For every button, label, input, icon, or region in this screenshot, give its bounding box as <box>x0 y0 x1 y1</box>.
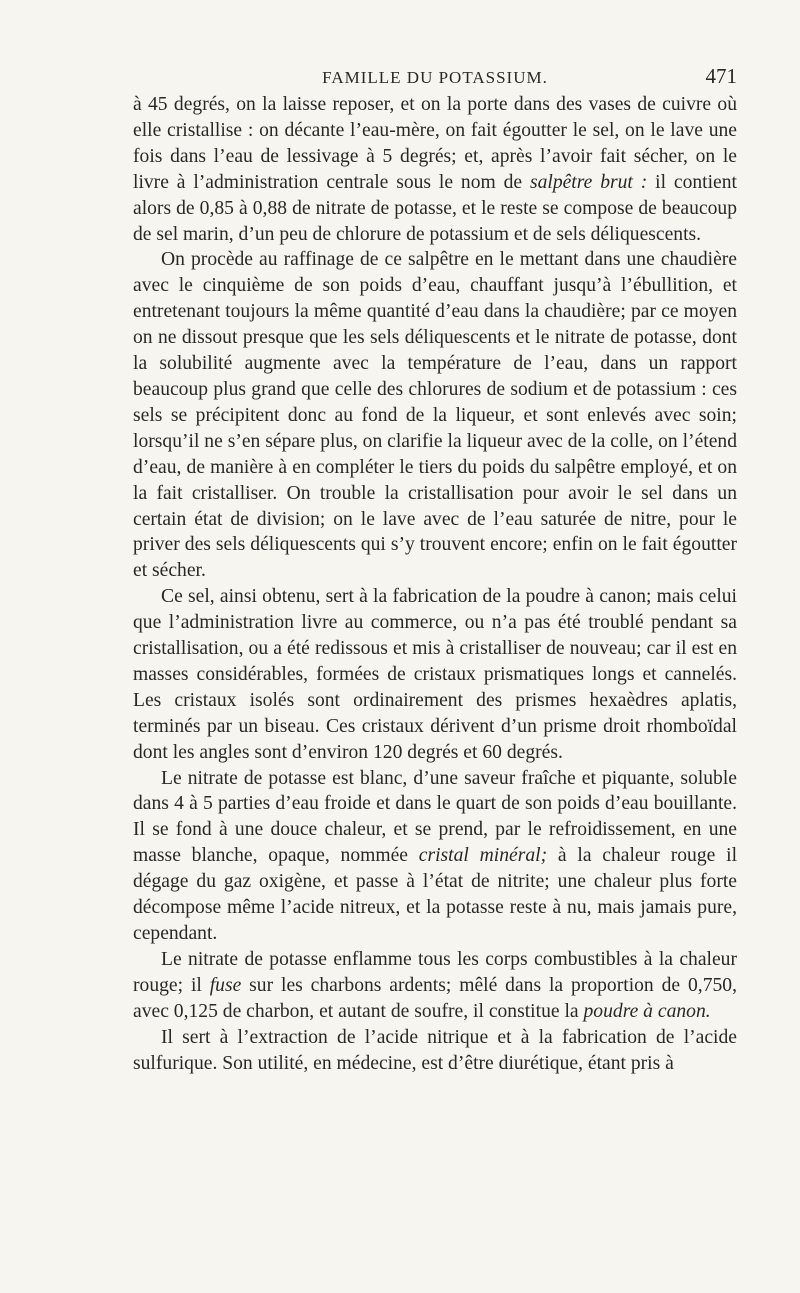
text-run: à 45 degrés, on la laisse reposer, et on la porte dans des vases de cuivre où elle cristallise : on décante l’eau-mère, on fait égoutter le sel, on le lave une fois dans l’eau de lessivage à 5 degrés; et, après l’avoir fait sécher, on le livre à l’administration centrale sous le nom de <box>133 94 737 193</box>
page-header <box>133 60 737 92</box>
text-run: Ce sel, ainsi obtenu, sert à la fabrication de la poudre à canon; mais celui que l’administration livre au commerce, ou n’a pas été troublé pendant sa cristallisation, ou a été redissous et mis à cristalliser de nouveau; car il est en masses considérables, formées de cristaux prismatiques longs et cannelés. Les cristaux isolés sont ordinairement des prismes hexaèdres aplatis, terminés par un biseau. Ces cristaux dérivent d’un prisme droit rhomboïdal dont les angles sont d’environ 120 degrés et 60 degrés. <box>133 586 737 763</box>
text-run: il contient alors de 0,85 à 0,88 de nitrate de potasse, et le reste se compose de beaucoup de sel marin, d’un peu de chlorure de potassium et de sels déliquescents. <box>133 171 737 245</box>
running-head: FAMILLE DU POTASSIUM. <box>322 68 548 87</box>
text-run: Le nitrate de potasse enflamme tous les corps combustibles à la chaleur rouge; il <box>133 948 737 996</box>
text-run: sur les charbons ardents; mêlé dans la proportion de 0,750, avec 0,125 de charbon, et autant de soufre, il constitue la <box>133 974 737 1022</box>
italic-term-poudre-a-canon: poudre à canon. <box>583 1000 711 1022</box>
italic-term-salpetre-brut: salpêtre brut : <box>529 171 648 193</box>
paragraph-1 <box>133 92 737 247</box>
italic-term-cristal-mineral: cristal minéral; <box>418 845 548 867</box>
italic-term-fuse: fuse <box>209 974 242 996</box>
paragraph-6 <box>133 1025 737 1077</box>
paragraph-5 <box>133 947 737 1025</box>
page-number: 471 <box>705 64 737 88</box>
paragraph-3 <box>133 584 737 765</box>
text-run: On procède au raffinage de ce salpêtre en le mettant dans une chaudière avec le cinquième de son poids d’eau, chauffant jusqu’à l’ébullition, et entretenant toujours la même quantité d’eau dans la chaudière; par ce moyen on ne dissout presque que les sels déliquescents et le nitrate de potasse, dont la solubilité augmente avec la température de l’eau, dans un rapport beaucoup plus grand que celle des chlorures de sodium et de potassium : ces sels se précipitent donc au fond de la liqueur, et sont enlevés avec soin; lorsqu’il ne s’en sépare plus, on clarifie la liqueur avec de la colle, on l’étend d’eau, de manière à en compléter le tiers du poids du salpêtre employé, et on la fait cristalliser. On trouble la cristallisation pour avoir le sel dans un certain état de division; on le lave avec de l’eau saturée de nitre, pour le priver des sels déliquescents qui s’y trouvent encore; enfin on le fait égoutter et sécher. <box>133 249 737 582</box>
text-run: Le nitrate de potasse est blanc, d’une saveur fraîche et piquante, soluble dans 4 à 5 parties d’eau froide et dans le quart de son poids d’eau bouillante. Il se fond à une douce chaleur, et se prend, par le refroidissement, en une masse blanche, opaque, nommée <box>133 767 737 867</box>
book-page <box>133 60 737 1076</box>
text-run: Il sert à l’extraction de l’acide nitrique et à la fabrication de l’acide sulfurique. Son utilité, en médecine, est d’être diurétique, étant pris à <box>133 1026 737 1074</box>
paragraph-2 <box>133 247 737 584</box>
body-text <box>133 92 737 1076</box>
text-run: à la chaleur rouge il dégage du gaz oxigène, et passe à l’état de nitrite; une chaleur plus forte décompose même l’acide nitreux, et la potasse reste à nu, mais jamais pure, cependant. <box>133 845 738 944</box>
paragraph-4 <box>133 766 737 947</box>
